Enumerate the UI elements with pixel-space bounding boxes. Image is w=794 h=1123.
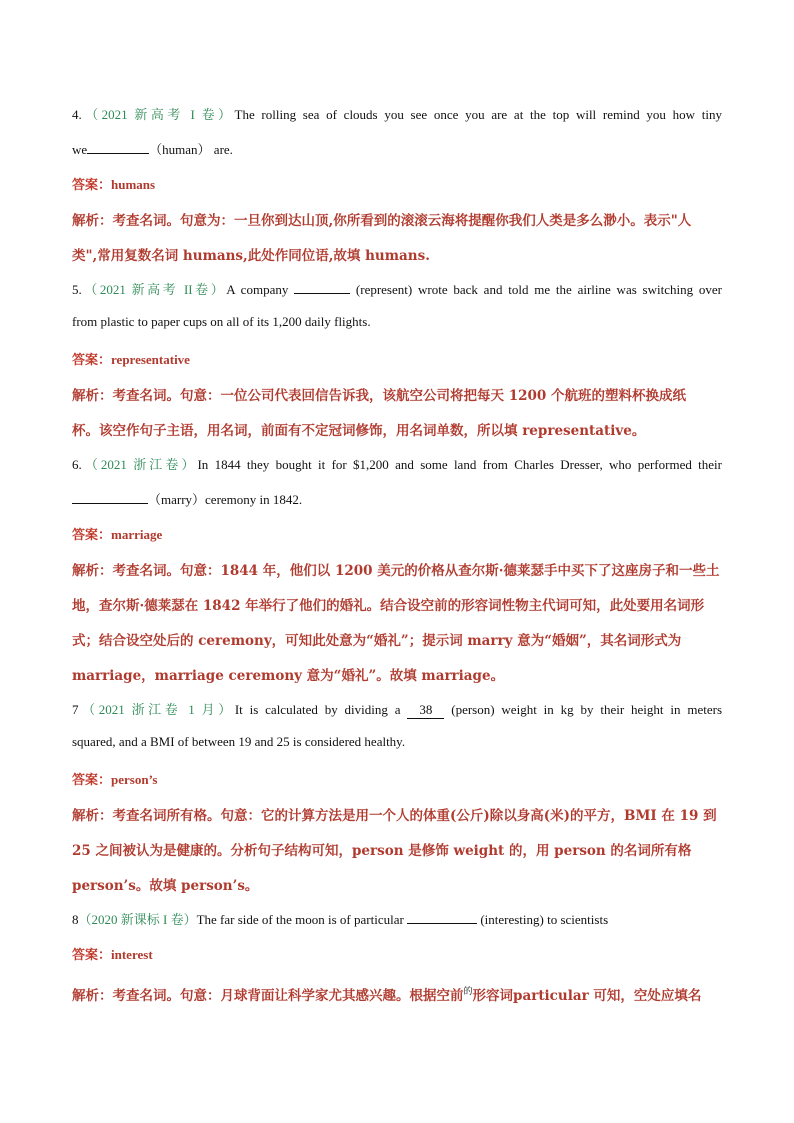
answer-value: representative	[111, 352, 190, 367]
answer-line	[72, 944, 722, 963]
answer-line	[72, 769, 722, 788]
answer-blank	[87, 141, 149, 154]
answer-blank	[407, 911, 477, 924]
answer-line	[72, 349, 722, 368]
question-6-line-1	[72, 454, 722, 473]
question-source: （2021 浙江卷）	[81, 457, 198, 472]
analysis-text: 形容词particular 可知，空处应填名	[472, 988, 702, 1004]
analysis-line: 解析：考查名词。句意：1844 年，他们以 1200 美元的价格从查尔斯·德莱瑟手中买下了这座房子和一些土	[72, 563, 720, 579]
answer-value: interest	[111, 947, 153, 962]
analysis-text: 解析：考查名词。句意：月球背面让科学家尤其感兴趣。根据空前	[72, 988, 464, 1004]
question-source: （2021 新高考 I 卷）	[81, 107, 235, 122]
answer-label: 答案：	[72, 773, 112, 788]
question-number: 6.	[72, 457, 82, 472]
question-text: （marry）ceremony in 1842.	[148, 492, 303, 507]
question-5-line-2: from plastic to paper cups on all of its 1,200 daily flights.	[72, 314, 371, 329]
answer-value: marriage	[111, 527, 163, 542]
analysis-line: 25 之间被认为是健康的。分析句子结构可知，person 是修饰 weight 的，用 person 的名词所有格	[72, 843, 692, 859]
question-source: （2021 新高考 II卷）	[81, 282, 227, 297]
question-source: （2021 浙江卷 1 月）	[78, 702, 235, 717]
question-5-line-1	[72, 279, 722, 298]
analysis-line: 杯。该空作句子主语，用名词，前面有不定冠词修饰，用名词单数，所以填 representative。	[72, 423, 646, 439]
analysis-line: 解析：考查名词。句意：一位公司代表回信告诉我，该航空公司将把每天 1200 个航班的塑料杯换成纸	[72, 388, 686, 404]
answer-line	[72, 174, 722, 193]
answer-label: 答案：	[72, 528, 112, 543]
answer-blank	[72, 491, 148, 504]
answer-blank	[294, 281, 350, 294]
question-text: It is calculated by dividing a	[234, 702, 401, 717]
question-text: (interesting) to scientists	[480, 912, 609, 927]
question-text: (person) weight in kg by their height in meters	[451, 702, 723, 717]
question-text: （human） are.	[149, 142, 233, 157]
analysis-line	[72, 984, 722, 1004]
analysis-line: 式；结合设空处后的 ceremony，可知此处意为“婚礼”；提示词 marry 意为“婚姻”，其名词形式为	[72, 633, 682, 649]
analysis-line: person’s。故填 person’s。	[72, 878, 259, 894]
question-7-line-1	[72, 699, 722, 719]
question-8-line-1	[72, 909, 722, 928]
question-number: 8	[72, 912, 79, 927]
question-text: The rolling sea of clouds you see once you are at the top will remind you how tiny	[234, 107, 722, 122]
question-number: 5.	[72, 282, 82, 297]
question-source: （2020 新课标 I 卷）	[78, 912, 197, 927]
question-6-line-2	[72, 489, 722, 508]
question-text: The far side of the moon is of particular	[196, 912, 404, 927]
answer-line	[72, 524, 722, 543]
question-number: 7	[72, 702, 79, 717]
answer-label: 答案：	[72, 178, 112, 193]
analysis-line: 解析：考查名词所有格。句意：它的计算方法是用一个人的体重(公斤)除以身高(米)的平方，BMI 在 19 到	[72, 808, 717, 824]
superscript-mark: 的	[463, 987, 473, 997]
question-4-line-2	[72, 139, 722, 158]
filled-blank: 38	[407, 702, 444, 719]
answer-label: 答案：	[72, 948, 112, 963]
question-7-line-2: squared, and a BMI of between 19 and 25 is considered healthy.	[72, 734, 406, 749]
analysis-line: marriage，marriage ceremony 意为“婚礼”。故填 marriage。	[72, 668, 505, 684]
question-text: we	[72, 142, 88, 157]
question-4-line-1	[72, 104, 722, 123]
answer-value: person’s	[111, 772, 158, 787]
question-text: A company	[226, 282, 289, 297]
answer-label: 答案：	[72, 353, 112, 368]
analysis-line: 解析：考查名词。句意为：一旦你到达山顶,你所看到的滚滚云海将提醒你我们人类是多么渺小。表示"人	[72, 213, 692, 229]
question-number: 4.	[72, 107, 82, 122]
analysis-line: 地，查尔斯·德莱瑟在 1842 年举行了他们的婚礼。结合设空前的形容词性物主代词可知，此处要用名词形	[72, 598, 705, 614]
question-text: In 1844 they bought it for $1,200 and some land from Charles Dresser, who performed their	[197, 457, 722, 472]
answer-value: humans	[111, 177, 156, 192]
analysis-line: 类",常用复数名词 humans,此处作同位语,故填 humans.	[72, 248, 430, 264]
question-text: (represent) wrote back and told me the airline was switching over	[355, 282, 722, 297]
